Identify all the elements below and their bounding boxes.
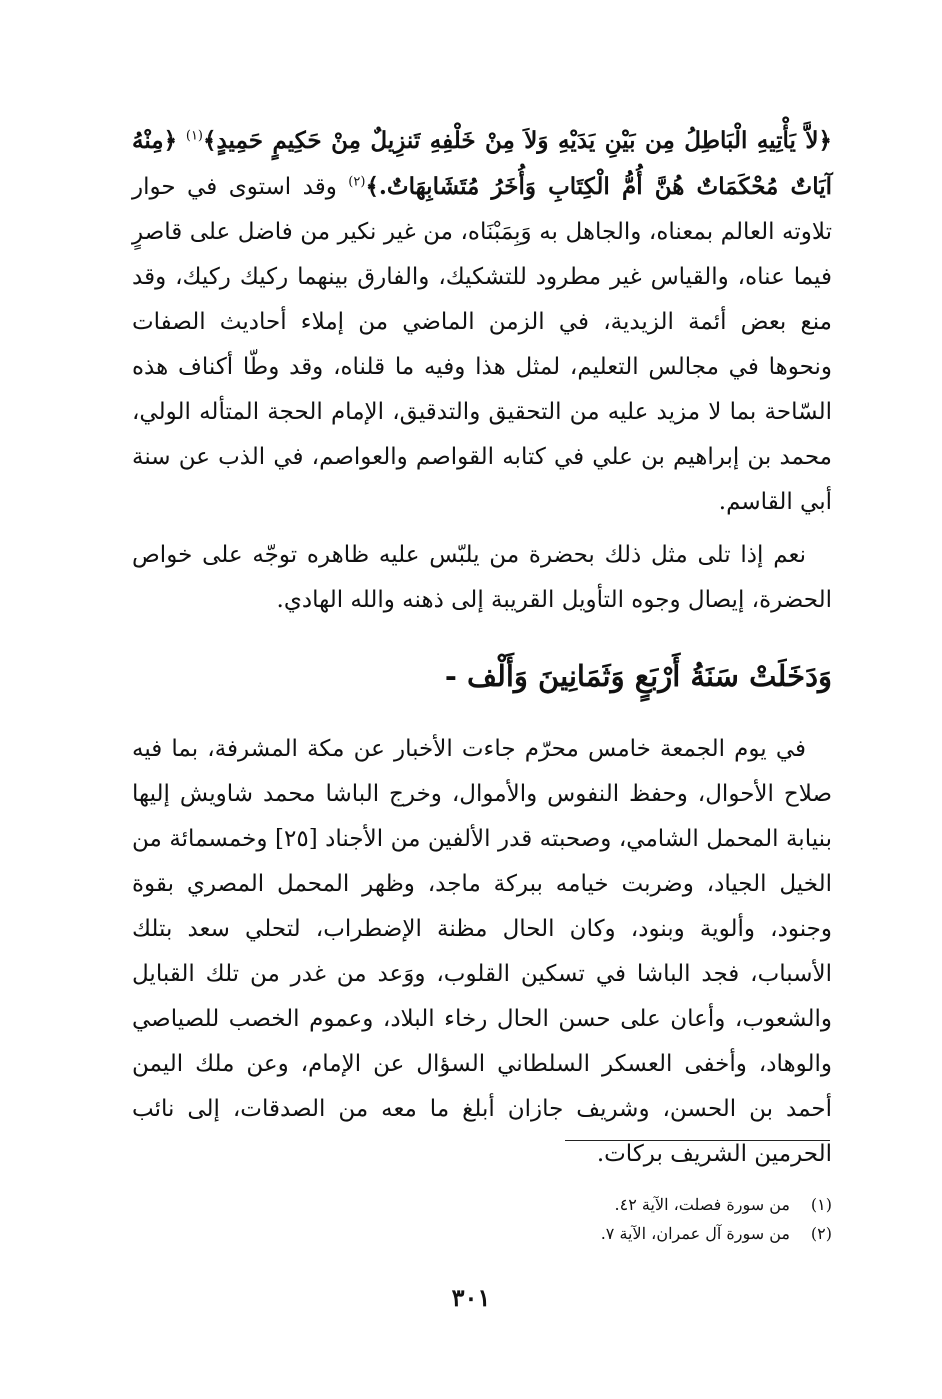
footnote-ref-1: (١)	[185, 128, 203, 144]
footnote-1	[440, 1190, 832, 1219]
footnote-2	[440, 1219, 832, 1248]
paragraph-1-text: وقد استوى في حوار تلاوته العالم بمعناه، والجاهل به وَبِمَبْنَاه، من غير نكير من فاضل على قاصرٍ فيما عناه، والقياس غير مطرود للتشكيك، والفارق بينهما ركيك ركيك، وقد منع بعض أئمة الزيدية، في الزمن الماضي من إملاء أحاديث الصفات ونحوها في مجالس التعليم، لمثل هذا وفيه ما قلناه، وقد وطّا أكناف هذه السّاحة بما لا مزيد عليه من التحقيق والتدقيق، الإمام الحجة المتأله الولي، محمد بن إبراهيم بن علي في كتابه القواصم والعواصم، في الذب عن سنة أبي القاسم.	[132, 174, 832, 515]
main-text	[132, 118, 832, 1177]
footnote-ref-2: (٢)	[348, 174, 366, 190]
footnote-number: (١)	[810, 1195, 832, 1214]
footnote-text: من سورة آل عمران، الآية ٧.	[600, 1224, 790, 1243]
footnote-text: من سورة فصلت، الآية ٤٢.	[614, 1195, 790, 1214]
footnote-number: (٢)	[810, 1224, 832, 1243]
quran-quote-1: ﴿لاَّ يَأْتِيهِ الْبَاطِلُ مِن بَيْنِ يَدَيْهِ وَلاَ مِنْ خَلْفِهِ تَنزِيلٌ مِنْ حَكِيمٍ حَمِيدٍ﴾	[203, 127, 833, 154]
quran-quote-2: ﴿مِنْهُ آيَاتٌ مُحْكَمَاتٌ هُنَّ أُمُّ الْكِتَابِ وَأُخَرُ مُتَشَابِهَاتٌ.﴾	[132, 127, 832, 200]
paragraph-2: نعم إذا تلى مثل ذلك بحضرة من يلبّس عليه ظاهره توجّه على خواص الحضرة، إيصال وجوه التأويل القريبة إلى ذهنه والله الهادي.	[132, 542, 832, 613]
footnote-divider	[565, 1140, 830, 1141]
page-number: ٣٠١	[451, 1283, 491, 1312]
paragraph-3: في يوم الجمعة خامس محرّم جاءت الأخبار عن مكة المشرفة، بما فيه صلاح الأحوال، وحفظ النفوس والأموال، وخرج الباشا محمد شاويش إليها بنيابة المحمل الشامي، وصحبته قدر الألفين من الأجناد [٢٥] وخمسمائة من الخيل الجياد، وضربت خيامه ببركة ماجد، وظهر المحمل المصري بقوة وجنود، وألوية وبنود، وكان الحال مظنة الإضطراب، لتحلي سعد بتلك الأسباب، فجد الباشا في تسكين القلوب، ووَعد من غدر من تلك القبايل والشعوب، وأعان على حسن الحال رخاء البلاد، وعموم الخصب للصياصي والوهاد، وأخفى العسكر السلطاني السؤال عن الإمام، وعن ملك اليمن أحمد بن الحسن، وشريف جازان أبلغ ما معه من الصدقات، إلى نائب الحرمين الشريف بركات.	[132, 736, 832, 1167]
year-heading: وَدَخَلَتْ سَنَةُ أَرْبَعٍ وَثَمَانِينَ وَأَلْف -	[444, 659, 832, 693]
paragraph-1	[132, 118, 832, 525]
footnotes	[440, 1190, 832, 1248]
